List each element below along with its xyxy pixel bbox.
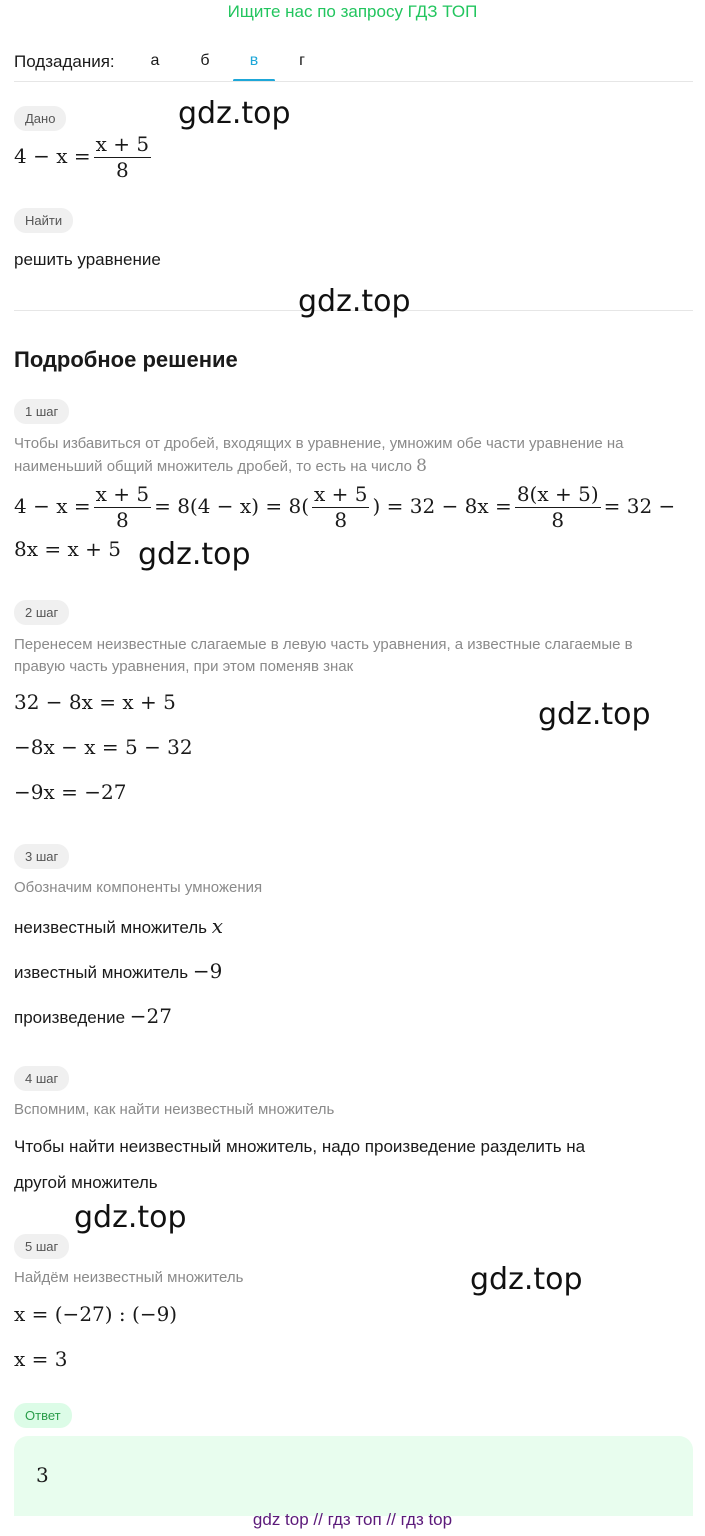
find-chip: Найти bbox=[14, 208, 73, 233]
step2-eq2: −8x − x = 5 − 32 bbox=[14, 735, 193, 759]
step1-desc-line1: Чтобы избавиться от дробей, входящих в уравнение, умножим обе части уравнение на bbox=[14, 435, 624, 452]
step1-chip: 1 шаг bbox=[14, 399, 69, 424]
step5-chip: 5 шаг bbox=[14, 1234, 69, 1259]
step3-desc: Обозначим компоненты умножения bbox=[14, 879, 263, 896]
step2-eq1: 32 − 8x = x + 5 bbox=[14, 690, 176, 714]
tab-g[interactable]: г bbox=[299, 52, 305, 69]
subtasks-label: Подзадания: bbox=[14, 52, 115, 71]
step2-eq3: −9x = −27 bbox=[14, 780, 127, 804]
answer-box bbox=[14, 1436, 693, 1516]
find-text: решить уравнение bbox=[14, 250, 161, 269]
step5-eq2: x = 3 bbox=[14, 1347, 68, 1371]
tab-b[interactable]: б bbox=[200, 52, 210, 69]
tab-v[interactable]: в bbox=[249, 52, 259, 69]
tab-a[interactable]: а bbox=[150, 52, 160, 69]
promo-banner: Ищите нас по запросу ГДЗ ТОП bbox=[227, 2, 478, 21]
watermark: gdz.top bbox=[470, 1262, 583, 1297]
step1-equation: 4 − x = $\frac{x + 5}{8}$ = 8(4 − x) = 8( $\frac{x + 5}{8}$ ) = 32 − 8x = $\frac{8(x + 5)}{8}$ = 32 − bbox=[14, 482, 676, 532]
step3-item-known: известный множитель −9 bbox=[14, 959, 223, 983]
tabs-divider bbox=[14, 81, 693, 82]
given-equation: 4 − x = $\frac{x + 5}{8}$ bbox=[14, 132, 150, 182]
step4-chip: 4 шаг bbox=[14, 1066, 69, 1091]
step5-desc: Найдём неизвестный множитель bbox=[14, 1269, 244, 1286]
watermark: gdz.top bbox=[138, 537, 251, 572]
step1-equation-line2: 8x = x + 5 bbox=[14, 537, 121, 561]
watermark: gdz.top bbox=[178, 96, 291, 131]
step1-desc-line2: наименьший общий множитель дробей, то есть на число 8 bbox=[14, 456, 427, 476]
step5-eq1: x = (−27) : (−9) bbox=[14, 1302, 178, 1326]
step4-desc: Вспомним, как найти неизвестный множитель bbox=[14, 1101, 335, 1118]
step4-rule-line1: Чтобы найти неизвестный множитель, надо произведение разделить на bbox=[14, 1137, 586, 1156]
step3-chip: 3 шаг bbox=[14, 844, 69, 869]
answer-value: 3 bbox=[36, 1463, 49, 1487]
footer-links[interactable]: gdz top // гдз топ // гдз top bbox=[252, 1510, 453, 1529]
step2-desc-line1: Перенесем неизвестные слагаемые в левую часть уравнения, а известные слагаемые в bbox=[14, 636, 633, 653]
watermark: gdz.top bbox=[74, 1200, 187, 1235]
solution-heading: Подробное решение bbox=[14, 347, 238, 372]
step3-item-product: произведение −27 bbox=[14, 1004, 172, 1028]
step4-rule-line2: другой множитель bbox=[14, 1173, 158, 1192]
step2-chip: 2 шаг bbox=[14, 600, 69, 625]
step2-desc-line2: правую часть уравнения, при этом поменяв знак bbox=[14, 658, 354, 675]
answer-chip: Ответ bbox=[14, 1403, 72, 1428]
watermark: gdz.top bbox=[298, 284, 411, 319]
step3-item-unknown: неизвестный множитель x bbox=[14, 914, 224, 938]
watermark: gdz.top bbox=[538, 697, 651, 732]
given-chip: Дано bbox=[14, 106, 66, 131]
